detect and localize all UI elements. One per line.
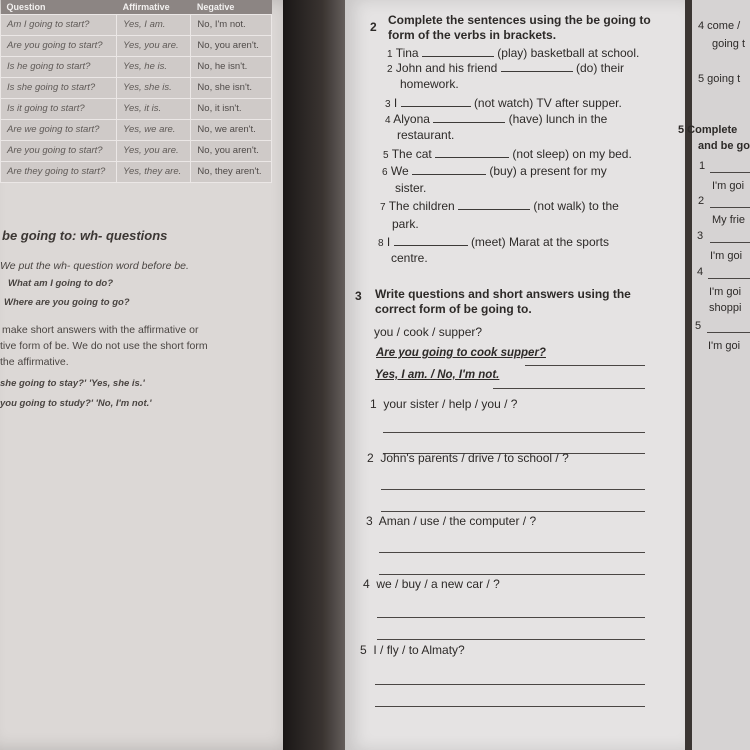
sentence-end: (have) lunch in the: [508, 112, 608, 126]
exercise-title-line: correct form of be going to.: [375, 302, 532, 316]
table-cell: No, it isn't.: [191, 99, 272, 120]
sentence-start: The cat: [391, 147, 432, 161]
sentence-start: I: [393, 96, 398, 110]
table-row: [1, 15, 272, 36]
answer-line[interactable]: [377, 617, 645, 618]
table-cell: Are you going to start?: [1, 36, 117, 57]
table-cell: Yes, they are.: [117, 162, 191, 183]
answer-blank[interactable]: [433, 112, 505, 123]
example-sentence: she going to stay?' 'Yes, she is.': [0, 378, 145, 389]
item-number: 4: [363, 577, 370, 591]
grammar-table: [0, 0, 272, 183]
cutoff-heading: 5 Complete: [678, 124, 738, 136]
answer-line[interactable]: [381, 489, 645, 490]
sentence-item: [380, 199, 619, 213]
sentence-continuation: centre.: [391, 251, 428, 265]
question-item: [360, 643, 465, 657]
cutoff-text: going t: [712, 38, 746, 50]
item-number: 7: [380, 202, 386, 213]
table-cell: Yes, he is.: [117, 57, 191, 78]
exercise-title: [388, 13, 651, 43]
table-cell: No, I'm not.: [191, 15, 272, 36]
question-prompt: you / cook / supper?: [374, 325, 483, 339]
item-number: 1: [370, 397, 377, 411]
sentence-end: (not sleep) on my bed.: [512, 147, 632, 161]
question-text: John's parents / drive / to school / ?: [380, 451, 569, 465]
table-cell: No, she isn't.: [191, 78, 272, 99]
table-row: [1, 57, 272, 78]
answer-line[interactable]: [379, 574, 645, 575]
sentence-continuation: park.: [392, 217, 419, 231]
answer-line[interactable]: [383, 432, 645, 433]
answer-blank[interactable]: [401, 96, 471, 107]
sentence-end: (do) their: [576, 61, 625, 75]
sentence-start: I: [386, 235, 391, 249]
table-header-row: [1, 0, 272, 15]
item-number: 8: [378, 238, 384, 249]
answer-line: [710, 207, 750, 208]
answer-line[interactable]: [377, 639, 645, 640]
answer-line: [708, 278, 750, 279]
left-page: [0, 0, 300, 750]
sentence-end: (play) basketball at school.: [497, 46, 640, 60]
answer-blank[interactable]: [501, 61, 573, 72]
cutoff-text: I'm goi: [710, 250, 743, 262]
exercise-title-line: form of the verbs in brackets.: [388, 28, 557, 42]
cutoff-text: 5 going t: [698, 73, 741, 85]
table-row: [1, 162, 272, 183]
example-sentence: What am I going to do?: [8, 278, 114, 289]
sentence-start: John and his friend: [395, 61, 498, 75]
exercise-number: 2: [370, 20, 377, 34]
table-cell: No, he isn't.: [191, 57, 272, 78]
sentence-continuation: homework.: [400, 77, 459, 91]
item-number: 4: [385, 115, 391, 126]
sentence-item: [387, 46, 639, 60]
example-sentence: Where are you going to go?: [4, 297, 130, 308]
table-cell: Is it going to start?: [1, 99, 117, 120]
table-header: Negative: [191, 0, 272, 15]
question-text: I / fly / to Almaty?: [373, 643, 465, 657]
item-number: 6: [382, 167, 388, 178]
table-cell: Are you going to start?: [1, 141, 117, 162]
sentence-item: [385, 112, 607, 126]
question-text: we / buy / a new car / ?: [376, 577, 500, 591]
answer-blank[interactable]: [412, 164, 486, 175]
rule-text: the affirmative.: [0, 356, 69, 368]
example-sentence: you going to study?' 'No, I'm not.': [0, 398, 152, 409]
answer-line[interactable]: [381, 511, 645, 512]
item-number: 2: [367, 451, 374, 465]
question-item: [363, 577, 500, 591]
sentence-item: [378, 235, 609, 249]
sentence-start: Alyona: [393, 112, 430, 126]
table-cell: Is she going to start?: [1, 78, 117, 99]
answer-line: [710, 172, 750, 173]
table-cell: Yes, we are.: [117, 120, 191, 141]
table-cell: Yes, you are.: [117, 36, 191, 57]
item-number: 3: [385, 99, 391, 110]
question-item: [367, 451, 569, 465]
section-heading: be going to: wh- questions: [2, 228, 168, 243]
table-cell: Are they going to start?: [1, 162, 117, 183]
exercise-title-line: Write questions and short answers using the: [375, 287, 631, 301]
item-number: 3: [697, 230, 704, 242]
cutoff-text: I'm goi: [712, 180, 745, 192]
item-number: 2: [698, 195, 705, 207]
item-number: 4: [697, 266, 704, 278]
item-number: 1: [699, 160, 706, 172]
table-cell: Are we going to start?: [1, 120, 117, 141]
answer-line[interactable]: [375, 706, 645, 707]
rule-text: We put the wh- question word before be.: [0, 260, 189, 272]
cutoff-text: I'm goi: [709, 286, 742, 298]
answer-line: [707, 332, 750, 333]
exercise-number: 3: [355, 289, 362, 303]
sentence-item: [385, 96, 622, 110]
item-number: 5: [695, 320, 702, 332]
table-row: [1, 36, 272, 57]
question-item: [370, 397, 517, 411]
table-row: [1, 141, 272, 162]
answer-line: [710, 242, 750, 243]
table-cell: Yes, you are.: [117, 141, 191, 162]
answer-line: [493, 388, 645, 389]
model-question: Are you going to cook supper?: [376, 347, 546, 359]
item-number: 5: [360, 643, 367, 657]
question-item: [366, 514, 536, 528]
sentence-continuation: restaurant.: [397, 128, 455, 142]
table-cell: Yes, it is.: [117, 99, 191, 120]
answer-blank[interactable]: [435, 147, 509, 158]
sentence-start: The children: [388, 199, 455, 213]
answer-line[interactable]: [379, 552, 645, 553]
answer-blank[interactable]: [458, 199, 530, 210]
book-spine: [283, 0, 349, 750]
cutoff-text: shoppi: [709, 302, 742, 314]
question-text: your sister / help / you / ?: [383, 397, 518, 411]
sentence-end: (meet) Marat at the sports: [470, 235, 609, 249]
right-page: [345, 0, 685, 750]
item-number: 1: [387, 49, 393, 60]
item-number: 2: [387, 64, 393, 75]
question-text: Aman / use / the computer / ?: [378, 514, 537, 528]
sentence-item: [387, 61, 624, 75]
answer-line: [525, 365, 645, 366]
sentence-item: [383, 147, 632, 161]
table-cell: No, you aren't.: [191, 36, 272, 57]
sentence-continuation: sister.: [395, 181, 427, 195]
table-cell: No, they aren't.: [191, 162, 272, 183]
table-cell: Yes, she is.: [117, 78, 191, 99]
answer-blank[interactable]: [422, 46, 494, 57]
table-header: Affirmative: [117, 0, 191, 15]
table-row: [1, 120, 272, 141]
sentence-end: (buy) a present for my: [489, 164, 607, 178]
model-answer: Yes, I am. / No, I'm not.: [375, 369, 500, 381]
table-cell: Am I going to start?: [1, 15, 117, 36]
exercise-title-line: Complete the sentences using the be going to: [388, 13, 651, 27]
table-cell: No, you aren't.: [191, 141, 272, 162]
cutoff-text: I'm goi: [708, 340, 741, 352]
cutoff-text: 4 come /: [698, 20, 741, 32]
table-row: [1, 99, 272, 120]
item-number: 5: [383, 150, 389, 161]
next-page-edge: [678, 0, 750, 750]
rule-text: tive form of be. We do not use the short form: [0, 340, 208, 352]
cutoff-heading: and be go: [698, 140, 750, 152]
rule-text: make short answers with the affirmative or: [2, 324, 199, 336]
sentence-start: We: [390, 164, 409, 178]
table-row: [1, 78, 272, 99]
sentence-end: (not watch) TV after supper.: [473, 96, 622, 110]
table-cell: Is he going to start?: [1, 57, 117, 78]
sentence-end: (not walk) to the: [533, 199, 619, 213]
table-cell: No, we aren't.: [191, 120, 272, 141]
answer-blank[interactable]: [394, 235, 468, 246]
cutoff-text: My frie: [712, 214, 745, 226]
exercise-title: [375, 287, 631, 317]
sentence-item: [382, 164, 607, 178]
item-number: 3: [366, 514, 373, 528]
answer-line[interactable]: [375, 684, 645, 685]
sentence-start: Tina: [395, 46, 419, 60]
table-header: Question: [1, 0, 117, 15]
table-cell: Yes, I am.: [117, 15, 191, 36]
